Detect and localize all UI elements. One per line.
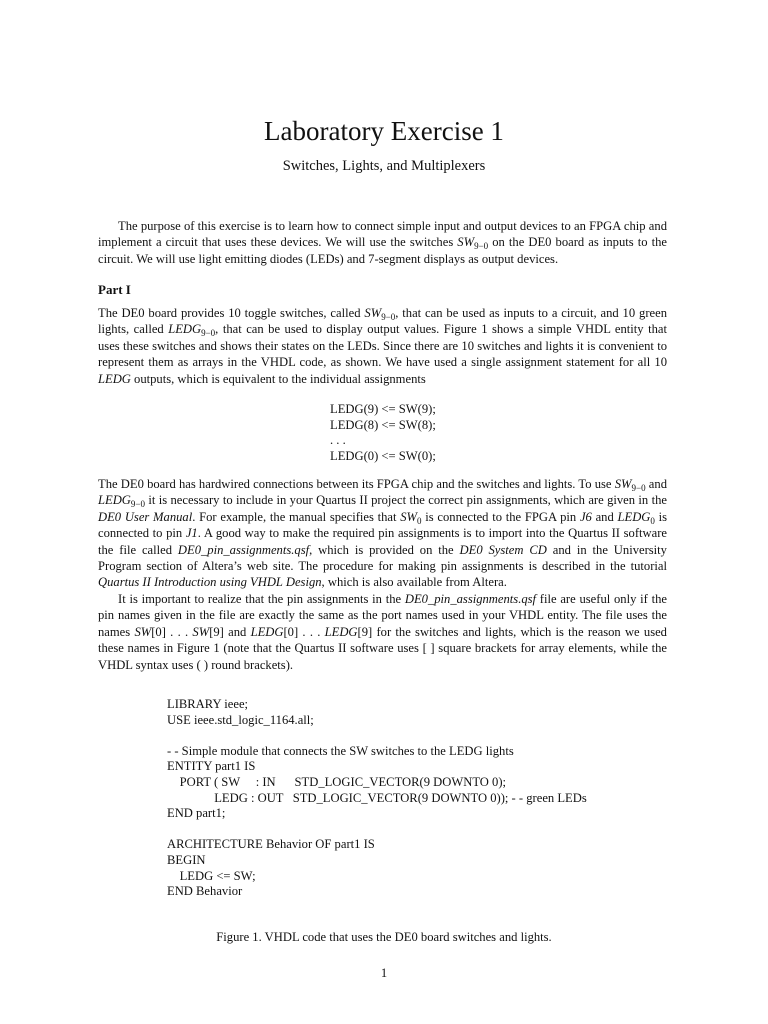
page-number: 1 <box>380 966 388 980</box>
pin-names-paragraph: It is important to realize that the pin assignments in the DE0_pin_assignments.qsf file are useful only if the pin names given in the file are exactly the same as the port names used in your VHDL entity. The file uses the names SW[0] . . . SW[9] and LEDG[0] . . . LEDG[9] for the switches and lights, which is the reason we used these names in Figure 1 (note that the Quartus II software uses [ ] square brackets for array elements, while the VHDL syntax uses ( ) round brackets). <box>98 592 667 672</box>
code-line: END Behavior <box>167 884 243 899</box>
assignment-line: LEDG(9) <= SW(9); <box>330 402 436 416</box>
page-subtitle: Switches, Lights, and Multiplexers <box>282 158 486 174</box>
assignment-line: . . . <box>330 433 346 448</box>
figure-caption: Figure 1. VHDL code that uses the DE0 board switches and lights. <box>216 930 552 944</box>
code-line: - - Simple module that connects the SW switches to the LEDG lights <box>167 743 514 758</box>
code-line: END part1; <box>167 806 226 821</box>
code-line: BEGIN <box>167 852 206 867</box>
code-line: PORT ( SW : IN STD_LOGIC_VECTOR(9 DOWNTO 0); <box>167 774 507 789</box>
page-title: Laboratory Exercise 1 <box>264 116 504 146</box>
code-line: USE ieee.std_logic_1164.all; <box>167 712 314 727</box>
pin-assignment-paragraph: The DE0 board has hardwired connections between its FPGA chip and the switches and lights. To use $SW_{9-0}$ and $LEDG_{9-0}$ it is necessary to include in your Quartus II project the correct pin assignments, which are given in the DE0 User Manual. For example, the manual specifies that $SW_0$ is connected to the FPGA pin J6 and $LEDG_0$ is connected to pin J1. A good way to make the required pin assignments is to import into the Quartus II software the file called DE0_pin_assignments.qsf, which is provided on the DE0 System CD and in the University Program section of Altera’s web site. The procedure for making pin assignments is described in the tutorial Quartus II Introduction using VHDL Design, which is also available from Altera. <box>98 477 668 590</box>
part1-paragraph: The DE0 board provides 10 toggle switches, called $SW_{9-0}$, that can be used as inputs to a circuit, and 10 green lights, called $LEDG_{9-0}$, that can be used to display output values. Figure 1 shows a simple VHDL entity that uses these switches and shows their states on the LEDs. Since there are 10 switches and lights it is convenient to represent them as arrays in the VHDL code, as shown. We have used a single assignment statement for all 10 LEDG outputs, which is equivalent to the individual assignments <box>98 306 667 386</box>
section-heading-part1: Part I <box>98 282 131 297</box>
code-line: ENTITY part1 IS <box>167 759 256 774</box>
vhdl-code-listing <box>167 697 587 900</box>
assignment-statements <box>330 402 436 464</box>
code-line: LEDG <= SW; <box>167 868 256 883</box>
intro-paragraph: The purpose of this exercise is to learn how to connect simple input and output devices to an FPGA chip and implement a circuit that uses these devices. We will use the switches $SW_{9-0}$ on the DE0 board as inputs to the circuit. We will use light emitting diodes (LEDs) and 7-segment displays as output devices. <box>98 219 667 266</box>
assignment-line: LEDG(0) <= SW(0); <box>330 448 436 463</box>
code-line <box>167 822 587 838</box>
assignment-line: LEDG(8) <= SW(8); <box>330 417 436 432</box>
code-line <box>167 728 587 744</box>
code-line: LEDG : OUT STD_LOGIC_VECTOR(9 DOWNTO 0)); - - green LEDs <box>167 790 587 805</box>
code-line: ARCHITECTURE Behavior OF part1 IS <box>167 837 375 852</box>
code-line: LIBRARY ieee; <box>167 697 249 711</box>
